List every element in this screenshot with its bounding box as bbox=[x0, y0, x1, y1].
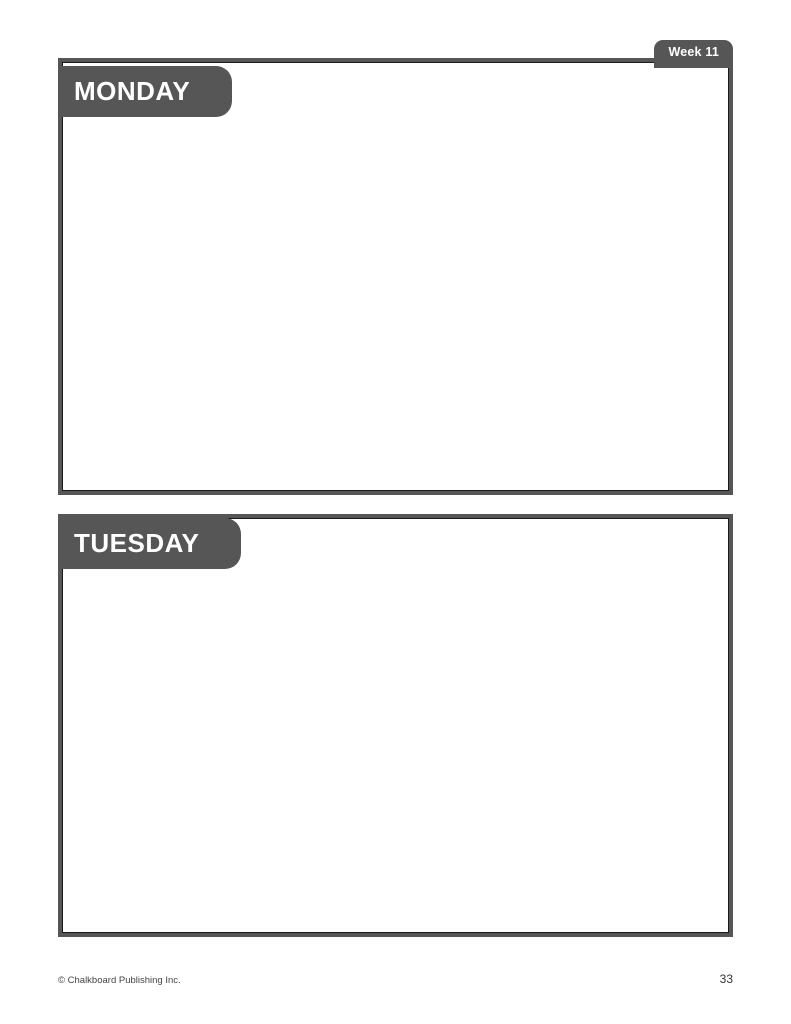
tuesday-banner: TUESDAY bbox=[58, 518, 241, 569]
monday-section-box bbox=[58, 58, 733, 495]
page-number: 33 bbox=[719, 972, 733, 986]
tuesday-section-inner-border bbox=[62, 518, 729, 933]
monday-banner: MONDAY bbox=[58, 66, 232, 117]
copyright-notice: © Chalkboard Publishing Inc. bbox=[58, 975, 181, 986]
tuesday-section-box bbox=[58, 514, 733, 937]
week-tab: Week 11 bbox=[654, 40, 733, 68]
page-footer bbox=[58, 972, 733, 986]
monday-section-inner-border bbox=[62, 62, 729, 491]
